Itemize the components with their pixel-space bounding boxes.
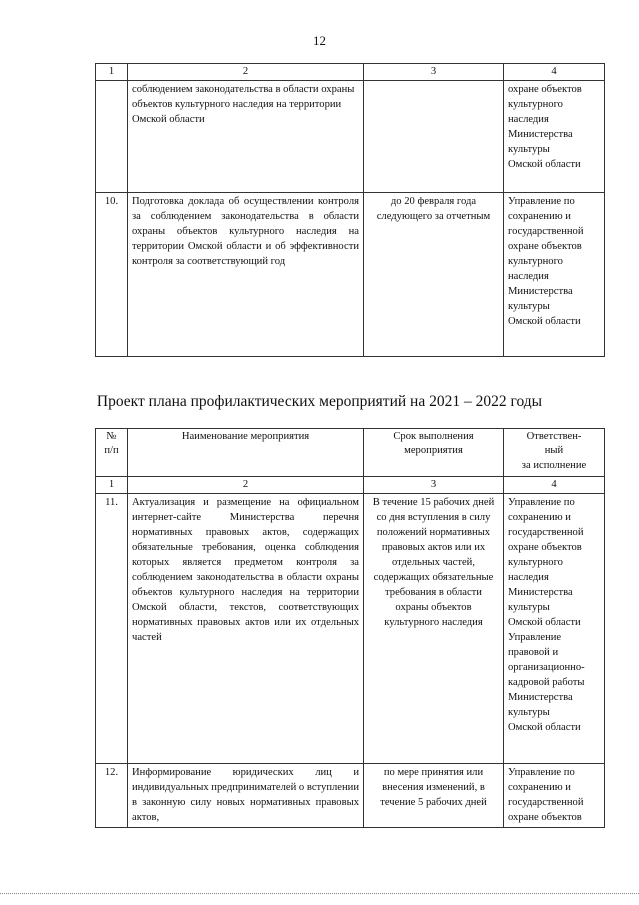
col-header-responsible: Ответствен- ный за исполнение — [504, 429, 605, 477]
measure-term: до 20 февраля года следующего за отчетным — [364, 193, 504, 357]
col-num-4: 4 — [504, 64, 605, 81]
continued-table — [95, 63, 605, 357]
responsible: охране объектов культурного наследия Министерства культуры Омской области — [504, 81, 605, 193]
page-bottom-divider — [0, 893, 639, 894]
plan-table — [95, 428, 605, 828]
table-header-numbers — [96, 64, 605, 81]
measure-name: соблюдением законодательства в области охраны объектов культурного наследия на территории Омской области — [128, 81, 364, 193]
table-row — [96, 764, 605, 828]
row-number: 12. — [96, 764, 128, 828]
measure-term: В течение 15 рабочих дней со дня вступления в силу положений нормативных правовых актов или их отдельных частей, содержащих обязательные требования в области охраны объектов культурного наследия — [364, 494, 504, 764]
col-num-3: 3 — [364, 64, 504, 81]
col-num-1: 1 — [96, 477, 128, 494]
page-number: 12 — [313, 33, 326, 48]
table-header-numbers — [96, 477, 605, 494]
table-row — [96, 81, 605, 193]
measure-name: Подготовка доклада об осуществлении контроля за соблюдением законодательства в области охраны объектов культурного наследия на территории Омской области и об эффективности контроля за соответствующий год — [128, 193, 364, 357]
col-num-2: 2 — [128, 64, 364, 81]
table-column-headers — [96, 429, 605, 477]
measure-term: по мере принятия или внесения изменений, в течение 5 рабочих дней — [364, 764, 504, 828]
section-title: Проект плана профилактических мероприятий на 2021 – 2022 годы — [96, 393, 543, 410]
responsible: Управление по сохранению и государственной охране объектов культурного наследия Министерства культуры Омской области Управление правовой и организационно- кадровой работы Министерства культуры Омской области — [504, 494, 605, 764]
measure-term — [364, 81, 504, 193]
responsible: Управление по сохранению и государственной охране объектов — [504, 764, 605, 828]
responsible: Управление по сохранению и государственной охране объектов культурного наследия Министерства культуры Омской области — [504, 193, 605, 357]
measure-name: Актуализация и размещение на официальном интернет-сайте Министерства перечня нормативных правовых актов, содержащих обязательные требования, оценка соблюдения которых является предметом контроля за соблюдением законодательства в области охраны объектов культурного наследия на территории Омской области, текстов, соответствующих нормативных правовых актов или их отдельных частей — [128, 494, 364, 764]
col-num-2: 2 — [128, 477, 364, 494]
table-row — [96, 193, 605, 357]
table-row — [96, 494, 605, 764]
col-header-no: № п/п — [96, 429, 128, 477]
col-header-term: Срок выполнения мероприятия — [364, 429, 504, 477]
measure-name: Информирование юридических лиц и индивидуальных предпринимателей о вступлении в законную силу новых нормативных правовых актов, — [128, 764, 364, 828]
col-header-name: Наименование мероприятия — [128, 429, 364, 477]
col-num-3: 3 — [364, 477, 504, 494]
row-number: 11. — [96, 494, 128, 764]
col-num-4: 4 — [504, 477, 605, 494]
col-num-1: 1 — [96, 64, 128, 81]
row-number — [96, 81, 128, 193]
row-number: 10. — [96, 193, 128, 357]
